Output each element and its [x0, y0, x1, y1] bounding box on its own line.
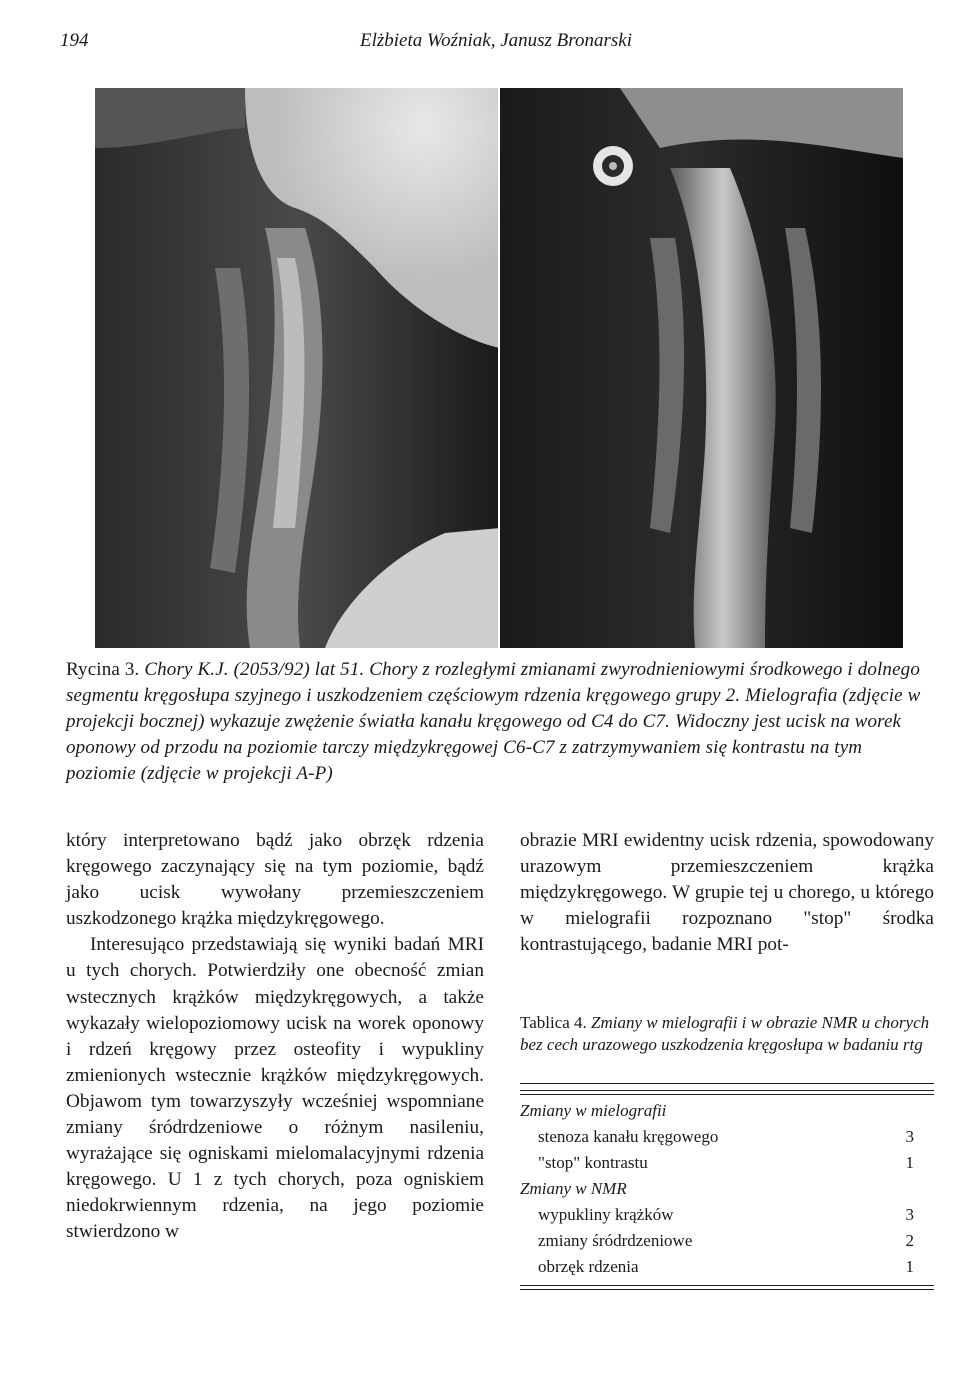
myelogram-ap-image — [500, 88, 903, 648]
table-row — [520, 1150, 934, 1176]
figure-caption — [66, 657, 934, 787]
table-title: Zmiany w mielografii i w obrazie NMR u chorych bez cech urazowego uszkodzenia kręgosłupa w badaniu rtg — [520, 1013, 930, 1054]
table-header-rule — [520, 1090, 934, 1095]
table-row — [520, 1202, 934, 1228]
figure-caption-label: Rycina 3. — [66, 659, 140, 680]
body-column-left — [66, 828, 484, 1246]
table-row-value: 1 — [905, 1257, 914, 1276]
table-bottom-rule-second — [520, 1289, 934, 1290]
myelogram-lateral-image — [95, 88, 500, 648]
table-group-label: Zmiany w mielografii — [520, 1101, 667, 1120]
running-head-authors: Elżbieta Woźniak, Janusz Bronarski — [360, 30, 632, 51]
table-row-label: wypukliny krążków — [538, 1205, 674, 1224]
figure-caption-text: Chory K.J. (2053/92) lat 51. Chory z rozległymi zmianami zwyrodnieniowymi środkowego i dolnego segmentu kręgosłupa szyjnego i uszkodzeniem częściowym rdzenia kręgowego grupy 2. Mielografia (zdjęcie w projekcji bocznej) wykazuje zwężenie światła kanału kręgowego od C4 do C7. Widoczny jest ucisk na worek oponowy od przodu na poziomie tarczy międzykręgowej C6-C7 z zatrzymywaniem się kontrastu na tym poziomie (zdjęcie w projekcji A-P) — [66, 659, 921, 784]
table-group-heading — [520, 1098, 934, 1124]
body-paragraph: który interpretowano bądź jako obrzęk rdzenia kręgowego zaczynający się na tym poziomie, bądź jako ucisk wywołany przemieszczeniem uszkodzonego krążka międzykręgowego. — [66, 830, 484, 930]
table-top-rule — [520, 1083, 934, 1084]
figure-radiographs — [95, 88, 903, 648]
table-group-label: Zmiany w NMR — [520, 1179, 627, 1198]
table-row-value: 2 — [905, 1231, 914, 1250]
table-row — [520, 1254, 934, 1280]
table-bottom-rule — [520, 1285, 934, 1286]
body-column-right — [520, 828, 934, 958]
table-row-value: 3 — [905, 1127, 914, 1146]
table-group-heading — [520, 1176, 934, 1202]
table-label: Tablica 4. — [520, 1013, 587, 1032]
page-header — [60, 30, 910, 60]
table-row-label: stenoza kanału kręgowego — [538, 1127, 719, 1146]
data-table — [520, 1098, 934, 1280]
table-row — [520, 1228, 934, 1254]
table-caption — [520, 1012, 934, 1056]
table-row — [520, 1124, 934, 1150]
table-row-value: 1 — [905, 1153, 914, 1172]
table-row-label: obrzęk rdzenia — [538, 1257, 639, 1276]
page-number: 194 — [60, 30, 89, 51]
table-row-label: "stop" kontrastu — [538, 1153, 648, 1172]
table-row-value: 3 — [905, 1205, 914, 1224]
table-row-label: zmiany śródrdzeniowe — [538, 1231, 693, 1250]
body-paragraph: Interesująco przedstawiają się wyniki badań MRI u tych chorych. Potwierdziły one obecność zmian wstecznych krążków międzykręgowych, a także wykazały wielopoziomowy ucisk na worek oponowy i rdzeń kręgowy przez osteofity i wypukliny zmienionych wstecznie krążków międzykręgowych. Objawom tym towarzyszyły wcześniej wspomniane zmiany śródrdzeniowe o różnym nasileniu, wyrażające się ogniskami mielomalacyjnymi rdzenia kręgowego. U 1 z tych chorych, poza ogniskiem niedokrwiennym rdzenia, na jego poziomie stwierdzono w — [66, 934, 484, 1243]
body-paragraph: obrazie MRI ewidentny ucisk rdzenia, spowodowany urazowym przemieszczeniem krążka międzykręgowego. W grupie tej u chorego, u którego w mielografii rozpoznano "stop" środka kontrastującego, badanie MRI pot- — [520, 830, 934, 956]
